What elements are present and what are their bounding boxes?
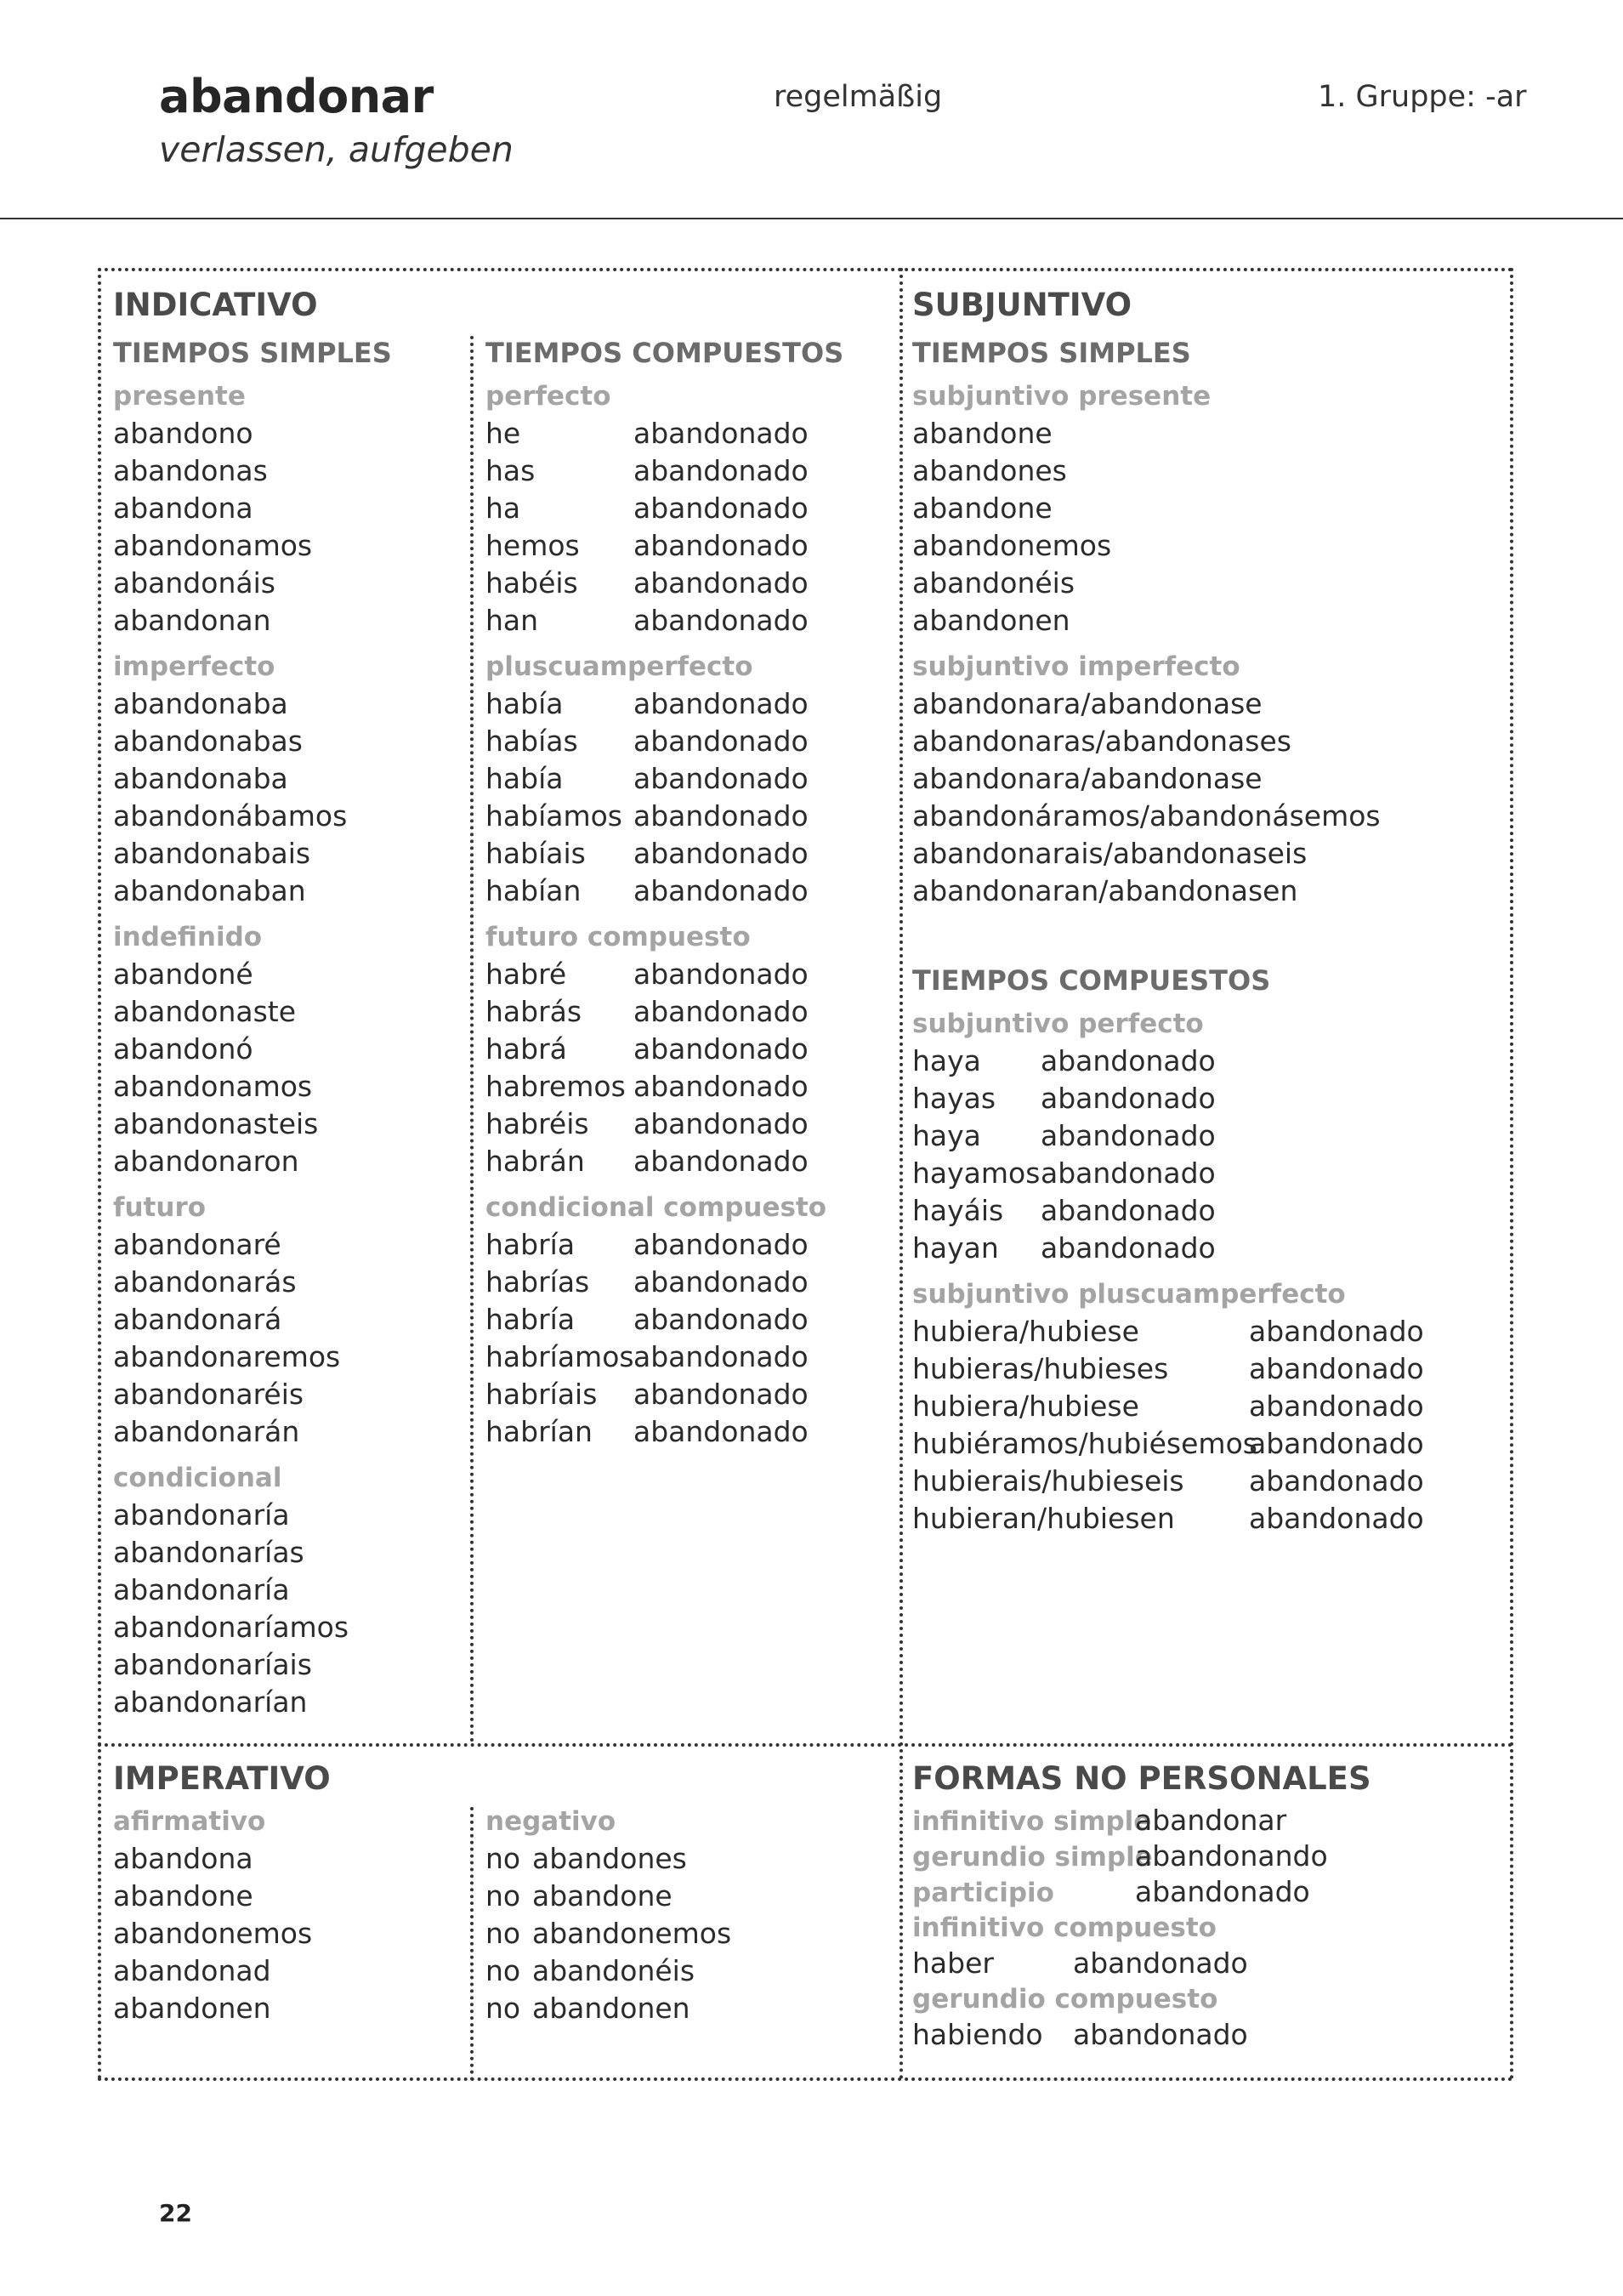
aux-verb: habrías bbox=[485, 1265, 590, 1299]
label-gerundio-simple: gerundio simple bbox=[912, 1842, 1153, 1873]
aux-verb: habría bbox=[485, 1303, 576, 1336]
form-row: abandonaremos bbox=[113, 1340, 341, 1373]
aux-verb: has bbox=[485, 454, 536, 487]
form-row: abandona bbox=[113, 492, 253, 525]
tense-label-subjuntivo-pluscuamperfecto: subjuntivo pluscuamperfecto bbox=[912, 1279, 1346, 1310]
tiempos-simples-heading: TIEMPOS SIMPLES bbox=[113, 337, 392, 369]
aux-verb: hubieran/hubiesen bbox=[912, 1502, 1175, 1535]
infinitivo-simple-row bbox=[912, 1803, 1499, 1839]
participle: abandonado bbox=[1041, 1194, 1216, 1227]
imperativo-column-divider bbox=[470, 1807, 474, 2081]
participle: abandonado bbox=[1041, 1082, 1216, 1115]
form-row bbox=[485, 1840, 894, 1878]
header-divider bbox=[0, 218, 1623, 219]
form-row: abandone bbox=[912, 417, 1053, 450]
negation: no bbox=[485, 1842, 521, 1875]
form-row: abandonasteis bbox=[113, 1107, 319, 1140]
verb-form: abandonen bbox=[532, 1992, 690, 2025]
form-row: abandonen bbox=[912, 604, 1070, 637]
form-row: abandonamos bbox=[113, 529, 313, 562]
gerundio-simple-row bbox=[912, 1839, 1499, 1874]
aux-verb: hubiera/hubiese bbox=[912, 1315, 1139, 1348]
form-row: abandone bbox=[912, 492, 1053, 525]
aux-verb: hubieras/hubieses bbox=[912, 1352, 1169, 1385]
aux-verb: he bbox=[485, 417, 521, 450]
negation: no bbox=[485, 1917, 521, 1950]
participle: abandonado bbox=[633, 958, 809, 991]
formas-no-personales-column bbox=[912, 1754, 1499, 2053]
participio-value: abandonado bbox=[1135, 1875, 1310, 1908]
form-row bbox=[485, 490, 894, 527]
aux-verb: habíais bbox=[485, 837, 586, 870]
participle: abandonado bbox=[633, 492, 809, 525]
tense-label-pluscuamperfecto: pluscuamperfecto bbox=[485, 651, 753, 682]
participle: abandonado bbox=[1073, 1946, 1248, 1980]
form-row: abandonéis bbox=[912, 566, 1075, 600]
form-row bbox=[912, 1155, 1499, 1192]
form-row bbox=[485, 1878, 894, 1915]
form-row: abandone bbox=[113, 1879, 253, 1912]
participio-row bbox=[912, 1874, 1499, 1910]
form-row: abandonemos bbox=[912, 529, 1112, 562]
form-row bbox=[912, 1463, 1499, 1500]
form-row bbox=[912, 1425, 1499, 1463]
aux-verb: habrá bbox=[485, 1032, 567, 1066]
formas-no-personales-title: FORMAS NO PERSONALES bbox=[912, 1760, 1371, 1797]
imperativo-title: IMPERATIVO bbox=[113, 1760, 331, 1797]
participle: abandonado bbox=[633, 874, 809, 907]
form-row: abandonábamos bbox=[113, 799, 348, 833]
verb-form: abandone bbox=[532, 1879, 672, 1912]
form-row bbox=[485, 993, 894, 1031]
gerundio-simple-value: abandonando bbox=[1135, 1839, 1328, 1873]
verb-form: abandonéis bbox=[532, 1954, 695, 1987]
participle: abandonado bbox=[633, 1107, 809, 1140]
form-row bbox=[485, 685, 894, 723]
form-row: abandonarán bbox=[113, 1415, 300, 1448]
form-row bbox=[485, 1105, 894, 1143]
form-row bbox=[485, 452, 894, 490]
participle: abandonado bbox=[633, 1303, 809, 1336]
form-row: abandonará bbox=[113, 1303, 282, 1336]
aux-verb: hemos bbox=[485, 529, 580, 562]
participle: abandonado bbox=[1041, 1119, 1216, 1152]
participle: abandonado bbox=[633, 995, 809, 1028]
indicativo-compuestos-column bbox=[485, 329, 894, 1451]
form-row: abandonamos bbox=[113, 1070, 313, 1103]
aux-verb: habíamos bbox=[485, 799, 623, 833]
form-row bbox=[912, 1313, 1499, 1350]
form-row: abandonad bbox=[113, 1954, 271, 1987]
form-row: abandonemos bbox=[113, 1917, 313, 1950]
indicativo-title: INDICATIVO bbox=[113, 287, 318, 323]
form-row: abandonáis bbox=[113, 566, 275, 600]
aux-verb: habéis bbox=[485, 566, 578, 600]
verb-form: abandonemos bbox=[532, 1917, 732, 1950]
conjugation-group: 1. Gruppe: -ar bbox=[1318, 80, 1527, 114]
aux-verb: habrían bbox=[485, 1415, 593, 1448]
aux-verb: hayas bbox=[912, 1082, 996, 1115]
form-row: abandonabas bbox=[113, 725, 303, 758]
tense-label-futuro-compuesto: futuro compuesto bbox=[485, 922, 751, 952]
aux-verb: hubiera/hubiese bbox=[912, 1390, 1139, 1423]
aux-verb: haya bbox=[912, 1119, 981, 1152]
form-row: abandonan bbox=[113, 604, 271, 637]
tense-label-condicional: condicional bbox=[113, 1463, 282, 1493]
form-row: abandonen bbox=[113, 1992, 271, 2025]
main-vertical-divider bbox=[899, 268, 903, 2081]
participle: abandonado bbox=[1249, 1464, 1424, 1498]
infinitivo-simple-value: abandonar bbox=[1135, 1804, 1287, 1837]
form-row: abandonarían bbox=[113, 1685, 308, 1719]
form-row: abandonaba bbox=[113, 687, 288, 720]
tiempos-compuestos-heading: TIEMPOS COMPUESTOS bbox=[485, 337, 844, 369]
tense-label-imperfecto: imperfecto bbox=[113, 651, 275, 682]
participle: abandonado bbox=[633, 417, 809, 450]
form-row bbox=[485, 1338, 894, 1376]
tense-label-futuro: futuro bbox=[113, 1192, 207, 1223]
form-row bbox=[485, 1226, 894, 1264]
participle: abandonado bbox=[633, 1228, 809, 1261]
participle: abandonado bbox=[1041, 1231, 1216, 1265]
tense-label-indefinido: indefinido bbox=[113, 922, 263, 952]
participle: abandonado bbox=[633, 799, 809, 833]
form-row bbox=[485, 956, 894, 993]
participle: abandonado bbox=[633, 1378, 809, 1411]
form-row bbox=[485, 723, 894, 760]
tense-label-condicional-compuesto: condicional compuesto bbox=[485, 1192, 827, 1223]
participle: abandonado bbox=[633, 529, 809, 562]
form-row: abandonara/abandonase bbox=[912, 762, 1263, 795]
form-row bbox=[912, 1350, 1499, 1388]
participle: abandonado bbox=[633, 725, 809, 758]
tense-label-subjuntivo-imperfecto: subjuntivo imperfecto bbox=[912, 651, 1240, 682]
label-gerundio-compuesto: gerundio compuesto bbox=[912, 1984, 1218, 2015]
participle: abandonado bbox=[633, 1415, 809, 1448]
participle: abandonado bbox=[633, 1340, 809, 1373]
form-row: abandonaste bbox=[113, 995, 297, 1028]
form-row: abandona bbox=[113, 1842, 253, 1875]
form-row: abandonaríais bbox=[113, 1648, 312, 1681]
aux-verb: habríamos bbox=[485, 1340, 634, 1373]
aux-verb: habías bbox=[485, 725, 578, 758]
participle: abandonado bbox=[633, 604, 809, 637]
negation: no bbox=[485, 1954, 521, 1987]
subjuntivo-title: SUBJUNTIVO bbox=[912, 287, 1132, 323]
aux-verb: habían bbox=[485, 874, 582, 907]
verb-form: abandones bbox=[532, 1842, 687, 1875]
form-row bbox=[912, 1500, 1499, 1537]
aux-verb: hubiéramos/hubiésemos bbox=[912, 1427, 1257, 1460]
form-row: abandonara/abandonase bbox=[912, 687, 1263, 720]
participle: abandonado bbox=[633, 1265, 809, 1299]
form-row bbox=[912, 1230, 1499, 1267]
form-row bbox=[485, 527, 894, 565]
label-infinitivo-compuesto: infinitivo compuesto bbox=[912, 1912, 1217, 1943]
aux-verb: habiendo bbox=[912, 2018, 1043, 2051]
participle: abandonado bbox=[633, 687, 809, 720]
verb-title: abandonar bbox=[159, 70, 434, 123]
aux-verb: hayáis bbox=[912, 1194, 1004, 1227]
label-afirmativo: afirmativo bbox=[113, 1806, 266, 1837]
aux-verb: hubierais/hubieseis bbox=[912, 1464, 1184, 1498]
participle: abandonado bbox=[1041, 1044, 1216, 1077]
indicativo-simples-column bbox=[113, 281, 462, 1721]
form-row: abandonarás bbox=[113, 1265, 297, 1299]
aux-verb: ha bbox=[485, 492, 521, 525]
form-row: abandonaríamos bbox=[113, 1611, 349, 1644]
subjuntivo-column bbox=[912, 281, 1499, 1537]
participle: abandonado bbox=[633, 1070, 809, 1103]
form-row: abandoné bbox=[113, 958, 253, 991]
form-row bbox=[912, 1117, 1499, 1155]
form-row: abandonaran/abandonasen bbox=[912, 874, 1298, 907]
participle: abandonado bbox=[633, 566, 809, 600]
form-row bbox=[485, 1143, 894, 1180]
aux-verb: había bbox=[485, 762, 564, 795]
aux-verb: habríais bbox=[485, 1378, 598, 1411]
form-row bbox=[912, 1192, 1499, 1230]
subjuntivo-simples-heading: TIEMPOS SIMPLES bbox=[912, 337, 1191, 369]
label-infinitivo-simple: infinitivo simple bbox=[912, 1806, 1152, 1837]
aux-verb: había bbox=[485, 687, 564, 720]
participle: abandonado bbox=[1041, 1157, 1216, 1190]
form-row bbox=[912, 1043, 1499, 1080]
tense-label-subjuntivo-presente: subjuntivo presente bbox=[912, 381, 1212, 412]
label-negativo: negativo bbox=[485, 1806, 616, 1837]
form-row bbox=[485, 1376, 894, 1413]
aux-verb: habría bbox=[485, 1228, 576, 1261]
infinitivo-compuesto-row bbox=[912, 1946, 1499, 1981]
verb-translation: verlassen, aufgeben bbox=[159, 129, 514, 170]
form-row: abandonáramos/abandonásemos bbox=[912, 799, 1381, 833]
participle: abandonado bbox=[633, 1032, 809, 1066]
form-row bbox=[485, 1031, 894, 1068]
form-row bbox=[485, 565, 894, 602]
form-row: abandonaba bbox=[113, 762, 288, 795]
participle: abandonado bbox=[1249, 1502, 1424, 1535]
form-row bbox=[485, 1915, 894, 1952]
participle: abandonado bbox=[633, 454, 809, 487]
form-row: abandonó bbox=[113, 1032, 253, 1066]
aux-verb: habréis bbox=[485, 1107, 589, 1140]
participle: abandonado bbox=[1073, 2018, 1248, 2051]
indicativo-column-divider bbox=[470, 336, 474, 1743]
form-row bbox=[485, 1952, 894, 1990]
aux-verb: habré bbox=[485, 958, 567, 991]
imperativo-negativo-column bbox=[485, 1803, 894, 2027]
participle: abandonado bbox=[1249, 1390, 1424, 1423]
page-number: 22 bbox=[159, 2199, 192, 2227]
imperativo-afirmativo-column bbox=[113, 1754, 462, 2027]
horizontal-divider bbox=[98, 1743, 1513, 1747]
form-row: abandonas bbox=[113, 454, 268, 487]
form-row: abandonaré bbox=[113, 1228, 281, 1261]
aux-verb: han bbox=[485, 604, 539, 637]
form-row bbox=[485, 835, 894, 872]
tense-label-perfecto: perfecto bbox=[485, 381, 611, 412]
tense-label-subjuntivo-perfecto: subjuntivo perfecto bbox=[912, 1009, 1204, 1039]
participle: abandonado bbox=[1249, 1352, 1424, 1385]
form-row: abandonaréis bbox=[113, 1378, 304, 1411]
aux-verb: habrán bbox=[485, 1145, 585, 1178]
form-row bbox=[485, 1413, 894, 1451]
negation: no bbox=[485, 1879, 521, 1912]
form-row: abandonarais/abandonaseis bbox=[912, 837, 1308, 870]
aux-verb: habrás bbox=[485, 995, 582, 1028]
subjuntivo-compuestos-heading: TIEMPOS COMPUESTOS bbox=[912, 964, 1271, 997]
form-row bbox=[912, 1080, 1499, 1117]
form-row bbox=[485, 1264, 894, 1301]
regularity-label: regelmäßig bbox=[774, 80, 943, 114]
form-row: abandonaras/abandonases bbox=[912, 725, 1291, 758]
form-row bbox=[485, 798, 894, 835]
aux-verb: hayamos bbox=[912, 1157, 1041, 1190]
form-row: abandones bbox=[912, 454, 1067, 487]
aux-verb: habremos bbox=[485, 1070, 626, 1103]
participle: abandonado bbox=[1249, 1315, 1424, 1348]
form-row bbox=[912, 1388, 1499, 1425]
participle: abandonado bbox=[633, 762, 809, 795]
form-row bbox=[485, 1990, 894, 2027]
form-row: abandonabais bbox=[113, 837, 311, 870]
participle: abandonado bbox=[1249, 1427, 1424, 1460]
form-row bbox=[485, 1068, 894, 1105]
participle: abandonado bbox=[633, 1145, 809, 1178]
aux-verb: haya bbox=[912, 1044, 981, 1077]
form-row bbox=[485, 415, 894, 452]
form-row: abandonaría bbox=[113, 1498, 290, 1532]
form-row bbox=[485, 872, 894, 910]
form-row bbox=[485, 602, 894, 639]
gerundio-compuesto-row bbox=[912, 2017, 1499, 2053]
form-row: abandonaría bbox=[113, 1573, 290, 1606]
aux-verb: hayan bbox=[912, 1231, 999, 1265]
form-row bbox=[485, 1301, 894, 1338]
participle: abandonado bbox=[633, 837, 809, 870]
label-participio: participio bbox=[912, 1878, 1054, 1908]
aux-verb: haber bbox=[912, 1946, 994, 1980]
form-row: abandonaron bbox=[113, 1145, 299, 1178]
form-row: abandono bbox=[113, 417, 253, 450]
form-row: abandonarías bbox=[113, 1536, 304, 1569]
negation: no bbox=[485, 1992, 521, 2025]
form-row bbox=[485, 760, 894, 798]
tense-label-presente: presente bbox=[113, 381, 246, 412]
form-row: abandonaban bbox=[113, 874, 306, 907]
